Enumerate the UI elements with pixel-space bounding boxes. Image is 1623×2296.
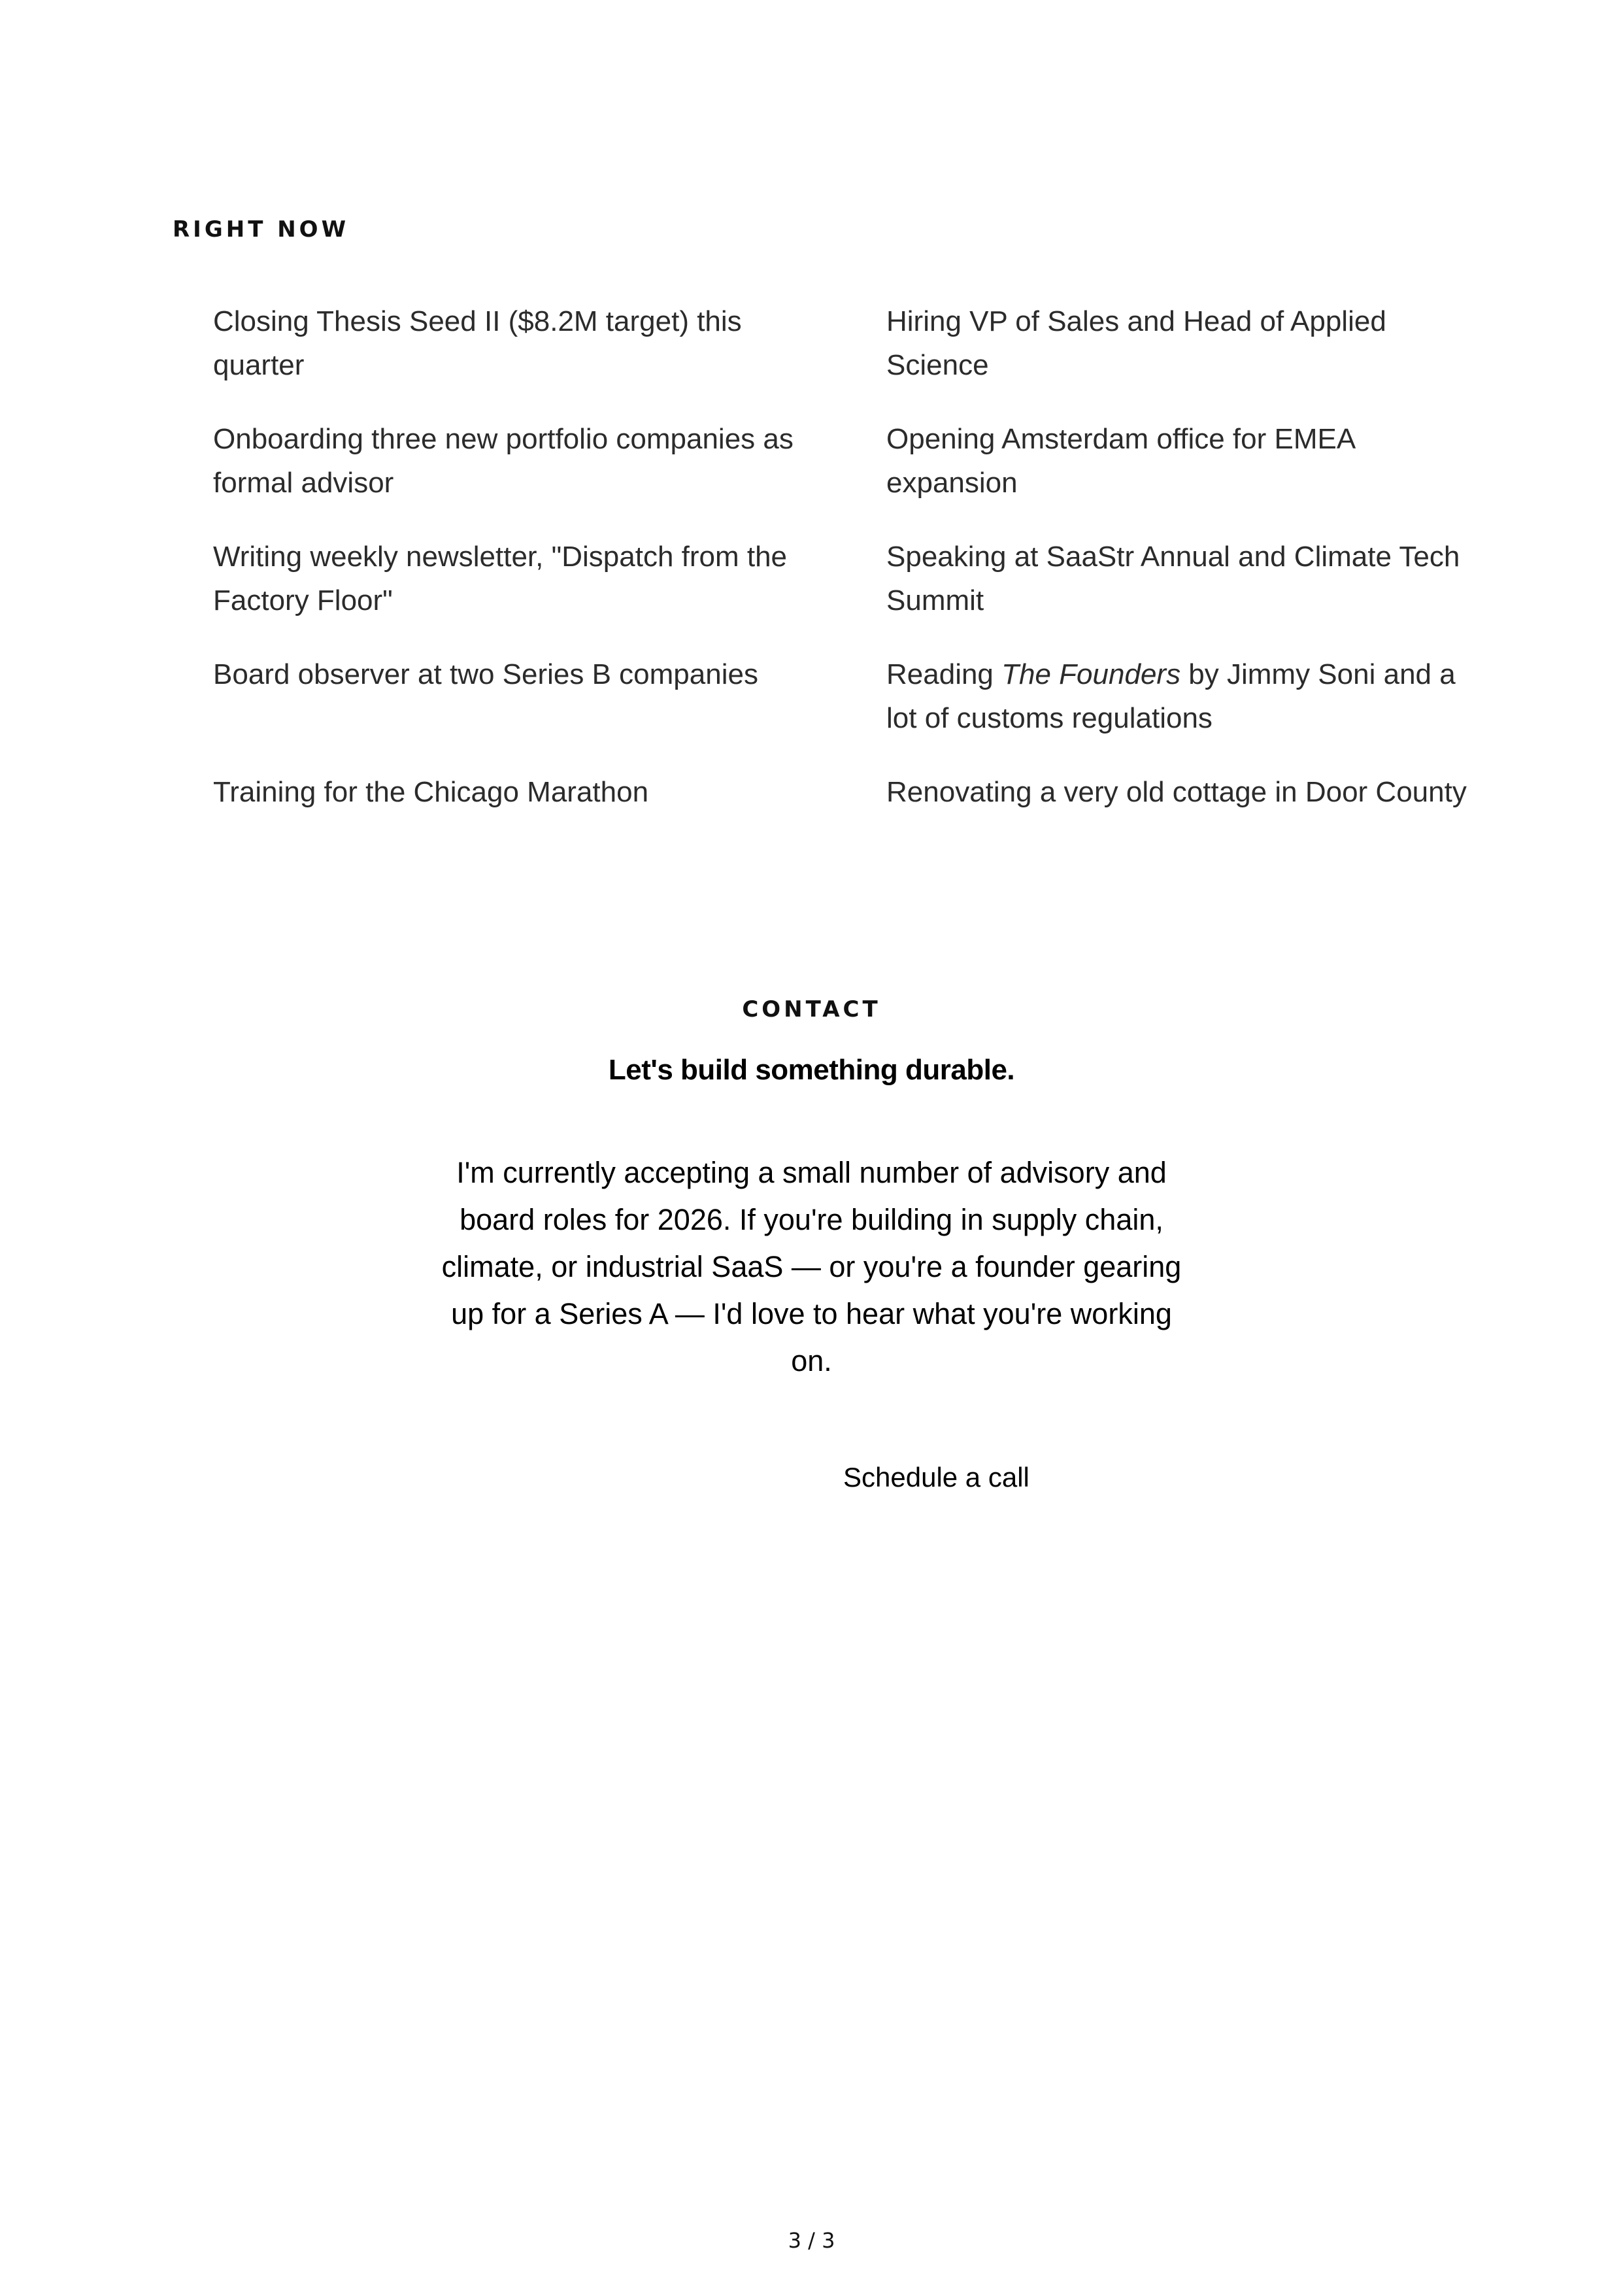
- right-now-item: Opening Amsterdam office for EMEA expansion: [886, 423, 1354, 499]
- right-now-item: Training for the Chicago Marathon: [213, 776, 649, 808]
- page-number: 3 / 3: [788, 2228, 835, 2253]
- right-now-item: Hiring VP of Sales and Head of Applied Science: [886, 305, 1386, 381]
- right-now-item: Speaking at SaaStr Annual and Climate Tech Summit: [886, 541, 1460, 616]
- right-now-item: Writing weekly newsletter, "Dispatch from the Factory Floor": [213, 541, 788, 616]
- right-now-item: Board observer at two Series B companies: [213, 658, 758, 690]
- right-now-item-reading: [886, 652, 1488, 770]
- reading-prefix: Reading: [886, 658, 1002, 690]
- right-now-item: Renovating a very old cottage in Door County: [886, 776, 1467, 808]
- contact-body-text: I'm currently accepting a small number of advisory and board roles for 2026. If you're building in supply chain, climate, or industrial SaaS — or you're a founder gearing up for a Series A — I'd love to hear what you're working on.: [441, 1156, 1182, 1377]
- right-now-item: Onboarding three new portfolio companies as formal advisor: [213, 423, 794, 499]
- book-title: The Founders: [1001, 658, 1181, 690]
- contact-section-label: CONTACT: [742, 996, 881, 1022]
- reading-suffix: by Jimmy Soni and a lot of customs regulations: [886, 658, 1456, 734]
- schedule-call-link[interactable]: Schedule a call: [843, 1462, 1029, 1493]
- contact-heading: Let's build something durable.: [608, 1054, 1015, 1086]
- right-now-item: Closing Thesis Seed II ($8.2M target) this quarter: [213, 305, 742, 381]
- right-now-section-label: RIGHT NOW: [173, 216, 350, 243]
- right-now-list: [213, 299, 1488, 888]
